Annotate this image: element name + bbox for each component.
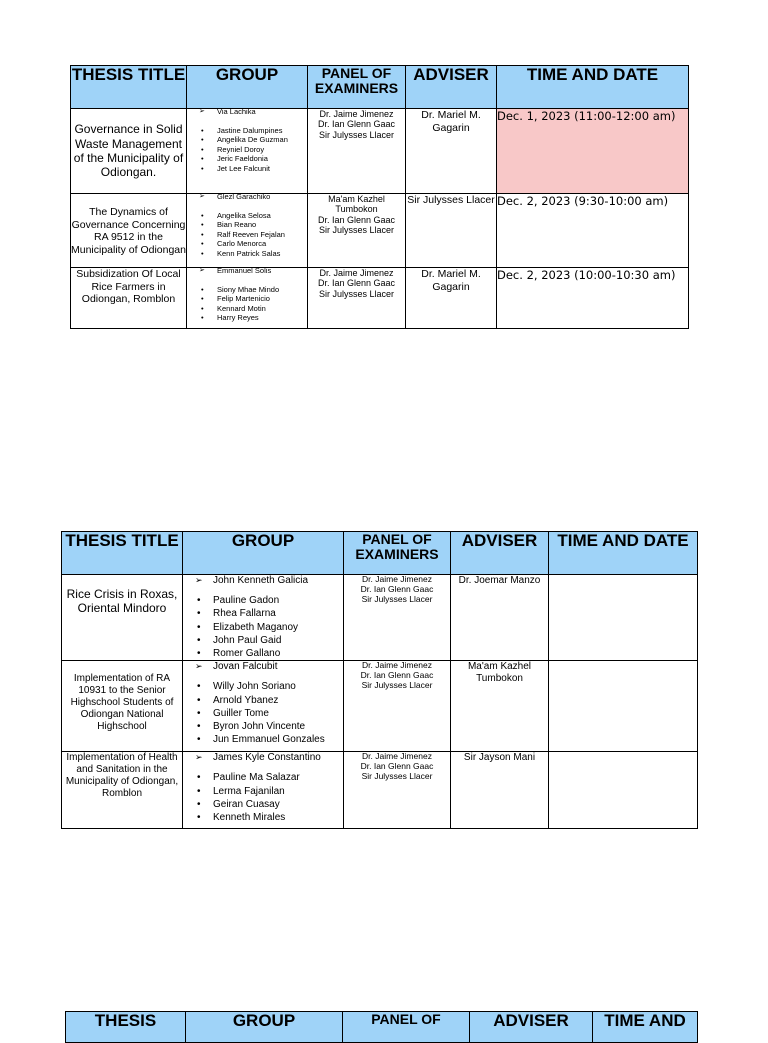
header-thesis-title: THESIS TITLE [62,532,183,575]
header-thesis-title: THESIS [66,1012,186,1043]
thesis-title: Rice Crisis in Roxas, Oriental Mindoro [62,575,183,661]
group-leader: ➢ Via Lachika [199,109,307,117]
panel-member: Dr. Ian Glenn Gaac [360,669,434,680]
header-row [71,66,689,109]
group-member: • Romer Gallano [195,647,343,660]
panel-member: Sir Julysses Llacer [361,679,433,690]
thesis-title: The Dynamics of Governance Concerning RA 9512 in the Municipality of Odiongan [71,194,187,268]
panel-member: Sir Julysses Llacer [318,129,395,140]
header-time-date: TIME AND DATE [497,66,689,109]
schedule-table-3 [65,1011,698,1043]
group-cell [187,268,308,329]
group-member: • Pauline Ma Salazar [195,771,343,784]
table-row [71,194,689,268]
group-cell [183,752,344,829]
group-member: • Bian Reano [199,220,307,230]
header-adviser: ADVISER [470,1012,593,1043]
adviser-cell: Sir Julysses Llacer [406,194,497,268]
group-member: • Rhea Fallarna [195,607,343,620]
header-row [62,532,698,575]
group-leader: ➢ Jovan Falcubit [195,661,343,674]
panel-member: Ma'am Kazhel Tumbokon [328,194,385,215]
group-list [187,268,307,323]
schedule-table-2 [61,531,698,829]
group-cell [183,575,344,661]
group-member: • Carlo Menorca [199,239,307,249]
adviser-cell: Ma'am Kazhel Tumbokon [451,661,549,752]
group-member: • Jet Lee Falcunit [199,164,307,174]
group-list [187,109,307,174]
group-leader: ➢ Emmanuel Solis [199,268,307,276]
panel-member: Dr. Jaime Jimenez [319,268,394,278]
group-list [183,752,343,825]
table-row [71,268,689,329]
group-member: • Felip Martenicio [199,294,307,304]
header-time-date: TIME AND [593,1012,698,1043]
panel-cell [344,752,451,829]
group-cell [183,661,344,752]
group-member: • Pauline Gadon [195,594,343,607]
thesis-title: Implementation of RA 10931 to the Senior Highschool Students of Odiongan National Highschool [62,661,183,752]
table-row [71,109,689,194]
thesis-title: Governance in Solid Waste Management of the Municipality of Odiongan. [71,109,187,194]
group-list [187,194,307,259]
group-list [183,661,343,747]
table-row [62,752,698,829]
header-group: GROUP [187,66,308,109]
group-cell [187,109,308,194]
group-member: • Jun Emmanuel Gonzales [195,733,343,746]
group-member: • Angelika De Guzman [199,135,307,145]
panel-member: Sir Julysses Llacer [361,770,433,781]
adviser-cell: Dr. Joemar Manzo [451,575,549,661]
panel-member: Dr. Ian Glenn Gaac [360,583,434,594]
adviser-cell: Dr. Mariel M. Gagarin [406,109,497,194]
panel-cell [344,661,451,752]
group-member: • Ralf Reeven Fejalan [199,230,307,240]
group-member: • Elizabeth Maganoy [195,621,343,634]
group-member: • Jeric Faeldonia [199,154,307,164]
table-row [62,575,698,661]
panel-member: Dr. Ian Glenn Gaac [317,119,396,130]
adviser-cell: Dr. Mariel M. Gagarin [406,268,497,329]
panel-cell [308,194,406,268]
group-cell [187,194,308,268]
time-date-cell: Dec. 2, 2023 (9:30-10:00 am) [497,194,689,268]
time-date-cell: Dec. 1, 2023 (11:00-12:00 am) [497,109,689,194]
panel-member: Dr. Jaime Jimenez [362,751,432,762]
header-group: GROUP [186,1012,343,1043]
panel-member: Dr. Jaime Jimenez [362,660,432,671]
group-member: • Kenn Patrick Salas [199,249,307,259]
adviser-cell: Sir Jayson Mani [451,752,549,829]
time-date-cell [549,661,698,752]
header-row [66,1012,698,1043]
table-row [62,661,698,752]
group-member: • Angelika Selosa [199,211,307,221]
group-member: • Harry Reyes [199,313,307,323]
panel-member: Dr. Jaime Jimenez [362,574,432,584]
panel-cell [344,575,451,661]
header-panel: PANEL OF [343,1012,470,1043]
group-member: • Guiller Tome [195,707,343,720]
header-group: GROUP [183,532,344,575]
time-date-cell [549,575,698,661]
group-list [183,575,343,661]
group-member: • John Paul Gaid [195,634,343,647]
header-time-date: TIME AND DATE [549,532,698,575]
group-member: • Jastine Dalumpines [199,126,307,136]
panel-cell [308,268,406,329]
thesis-title: Subsidization Of Local Rice Farmers in Odiongan, Romblon [71,268,187,329]
panel-member: Sir Julysses Llacer [361,593,433,604]
group-member: • Willy John Soriano [195,680,343,693]
group-leader: ➢ John Kenneth Galicia [195,575,343,588]
panel-member: Dr. Ian Glenn Gaac [317,278,396,289]
schedule-table-1 [70,65,689,329]
group-member: • Geiran Cuasay [195,798,343,811]
panel-member: Sir Julysses Llacer [318,225,395,236]
panel-member: Dr. Ian Glenn Gaac [360,760,434,771]
group-member: • Lerma Fajanilan [195,785,343,798]
group-member: • Siony Mhae Mindo [199,285,307,295]
time-date-cell: Dec. 2, 2023 (10:00-10:30 am) [497,268,689,329]
panel-member: Sir Julysses Llacer [318,288,395,299]
panel-member: Dr. Jaime Jimenez [319,109,394,119]
panel-cell [308,109,406,194]
group-leader: ➢ James Kyle Constantino [195,752,343,765]
panel-member: Dr. Ian Glenn Gaac [317,214,396,225]
header-adviser: ADVISER [406,66,497,109]
group-member: • Byron John Vincente [195,720,343,733]
header-thesis-title: THESIS TITLE [71,66,187,109]
group-member: • Kennard Motin [199,304,307,314]
time-date-cell [549,752,698,829]
header-panel: PANEL OF EXAMINERS [344,532,451,575]
header-panel: PANEL OF EXAMINERS [308,66,406,109]
group-member: • Arnold Ybanez [195,694,343,707]
group-member: • Kenneth Mirales [195,811,343,824]
group-leader: ➢ Glezl Garachiko [199,194,307,202]
group-member: • Reyniel Doroy [199,145,307,155]
header-adviser: ADVISER [451,532,549,575]
thesis-title: Implementation of Health and Sanitation in the Municipality of Odiongan, Romblon [62,752,183,829]
